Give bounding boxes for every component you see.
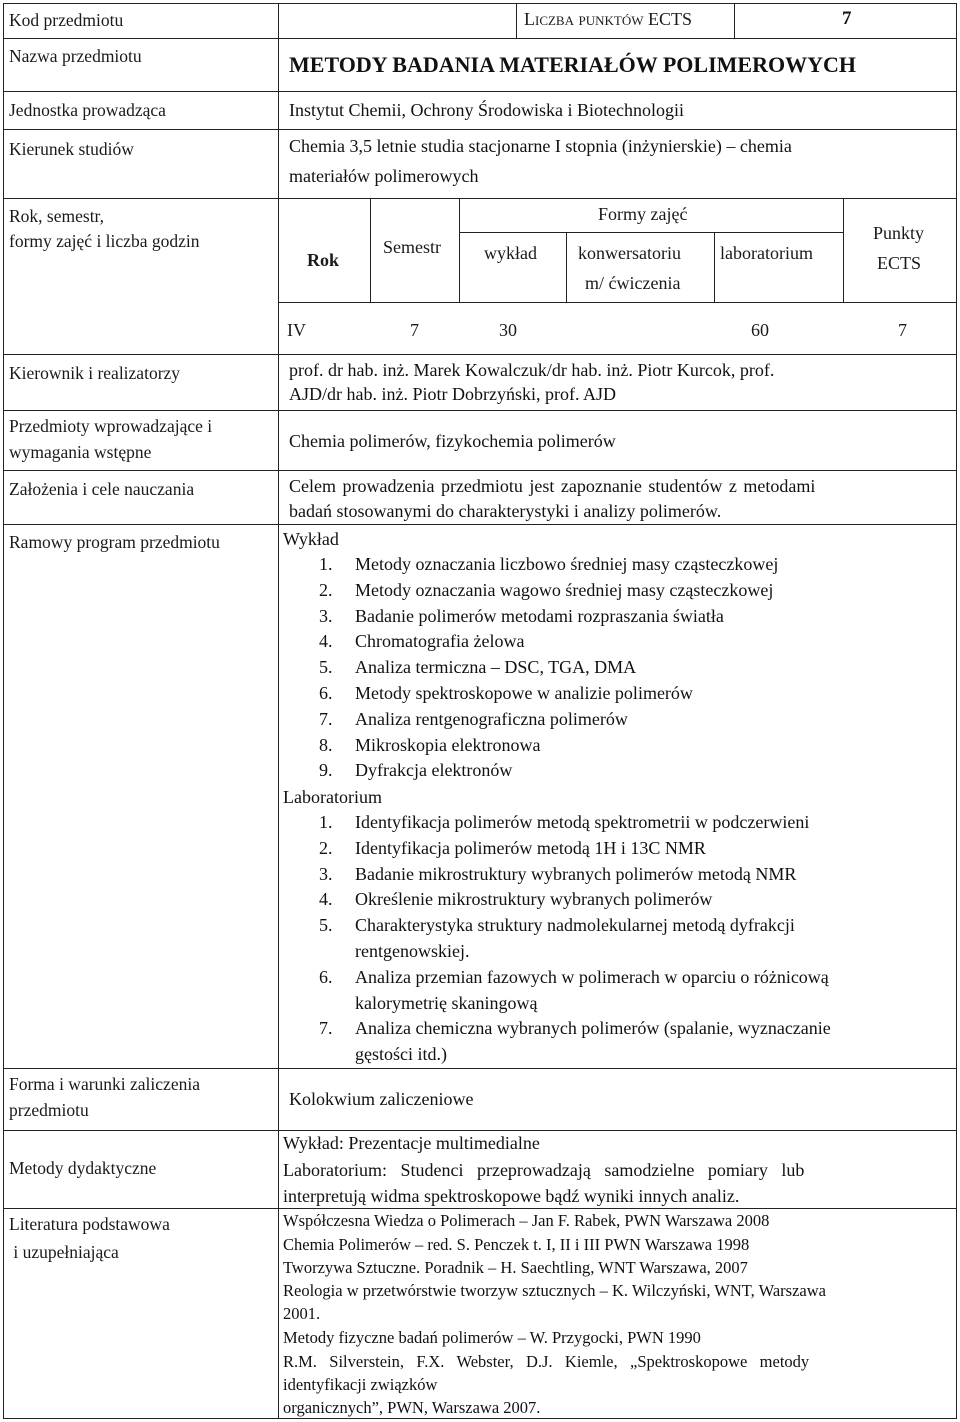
row-semester: 7 (410, 320, 419, 340)
ects-cell-divider-b (734, 3, 735, 38)
schedule-vline (566, 232, 567, 302)
schedule-vline (714, 232, 715, 302)
lab-list (319, 810, 831, 1068)
methods-label: Metody dydaktyczne (9, 1158, 157, 1178)
list-item: 5. Analiza termiczna – DSC, TGA, DMA (319, 657, 637, 678)
row-sep (3, 410, 957, 411)
literature-label-2: i uzupełniająca (9, 1242, 119, 1262)
ects-cell-divider-a (516, 3, 517, 38)
literature-line: 2001. (283, 1304, 321, 1323)
table-border-right (956, 3, 957, 1419)
col-conversation-1: konwersatoriu (578, 243, 681, 263)
literature-line: R.M. Silverstein, F.X. Webster, D.J. Kiemle, „Spektroskopowe metody (283, 1352, 810, 1371)
goals-line-1: Celem prowadzenia przedmiotu jest zapoznanie studentów z metodami (289, 476, 816, 496)
field-label: Kierunek studiów (9, 139, 134, 159)
list-item: 1. Identyfikacja polimerów metodą spektrometrii w podczerwieni (319, 812, 810, 832)
row-sep (3, 354, 957, 355)
row-sep (3, 524, 957, 525)
list-item: 4. Chromatografia żelowa (319, 631, 525, 652)
row-lecture: 30 (499, 320, 517, 340)
list-item: 5. Charakterystyka struktury nadmolekularnej metodą dyfrakcji rentgenowskiej. (319, 915, 795, 961)
col-points-1: Punkty (873, 223, 925, 243)
literature-label-1: Literatura podstawowa (9, 1214, 170, 1234)
row-sep (3, 91, 957, 92)
methods-line-2: Laboratorium: Studenci przeprowadzają samodzielne pomiary lub (283, 1160, 805, 1180)
unit-value: Instytut Chemii, Ochrony Środowiska i Biotechnologii (289, 100, 684, 120)
table-border-left (3, 3, 4, 1419)
course-name: METODY BADANIA MATERIAŁÓW POLIMEROWYCH (289, 52, 856, 77)
course-code-label: Kod przedmiotu (9, 10, 124, 30)
schedule-hline (278, 302, 956, 303)
goals-label: Założenia i cele nauczania (9, 479, 195, 499)
list-item: 9. Dyfrakcja elektronów (319, 760, 513, 781)
prerequisites-value: Chemia polimerów, fizykochemia polimerów (289, 431, 616, 451)
lab-heading: Laboratorium (283, 787, 382, 807)
literature-line: Tworzywa Sztuczne. Poradnik – H. Saechtling, WNT Warszawa, 2007 (283, 1258, 748, 1277)
schedule-label-2: formy zajęć i liczba godzin (9, 231, 200, 251)
field-line-2: materiałów polimerowych (289, 166, 479, 186)
literature-line: Metody fizyczne badań polimerów – W. Przygocki, PWN 1990 (283, 1328, 701, 1347)
lecturers-label: Kierownik i realizatorzy (9, 363, 181, 383)
list-item: 1. Metody oznaczania liczbowo średniej masy cząsteczkowej (319, 554, 779, 574)
column-divider (278, 3, 279, 1419)
schedule-label-1: Rok, semestr, (9, 206, 105, 226)
lecturers-line-1: prof. dr hab. inż. Marek Kowalczuk/dr hab. inż. Piotr Kurcok, prof. (289, 360, 775, 380)
literature-line: identyfikacji związków (283, 1375, 438, 1394)
col-conversation-2: m/ ćwiczenia (585, 273, 681, 293)
list-item: 3. Badanie mikrostruktury wybranych polimerów metodą NMR (319, 863, 797, 884)
row-sep (3, 38, 957, 39)
row-year: IV (287, 320, 306, 340)
row-sep (3, 1068, 957, 1069)
col-semester: Semestr (383, 237, 441, 257)
methods-line-1: Wykład: Prezentacje multimedialne (283, 1133, 540, 1153)
lecture-list (319, 552, 778, 784)
col-year: Rok (307, 250, 340, 270)
row-sep (3, 129, 957, 130)
lecturers-line-2: AJD/dr hab. inż. Piotr Dobrzyński, prof. AJD (289, 384, 616, 404)
literature-line: Współczesna Wiedza o Polimerach – Jan F. Rabek, PWN Warszawa 2008 (283, 1211, 770, 1230)
col-points-2: ECTS (877, 253, 922, 273)
row-sep (3, 198, 957, 199)
assessment-value: Kolokwium zaliczeniowe (289, 1089, 474, 1109)
ects-value: 7 (842, 8, 852, 29)
literature-line: Reologia w przetwórstwie tworzyw sztucznych – K. Wilczyński, WNT, Warszawa (283, 1281, 826, 1300)
list-item: 2. Metody oznaczania wagowo średniej masy cząsteczkowej (319, 579, 774, 600)
assessment-label-2: przedmiotu (9, 1100, 89, 1120)
table-border-bottom (3, 1418, 957, 1419)
goals-line-2: badań stosowanymi do charakterystyki i analizy polimerów. (289, 501, 722, 521)
list-item: 8. Mikroskopia elektronowa (319, 734, 541, 755)
literature-line: Chemia Polimerów – red. S. Penczek t. I, II i III PWN Warszawa 1998 (283, 1235, 750, 1254)
ects-label: Liczba punktów ECTS (524, 9, 692, 29)
prerequisites-label-1: Przedmioty wprowadzające i (9, 416, 213, 436)
assessment-label-1: Forma i warunki zaliczenia (9, 1074, 200, 1094)
list-item: 6. Analiza przemian fazowych w polimerach w oparciu o różnicową kalorymetrię skaningową (319, 966, 829, 1013)
row-lab: 60 (751, 320, 769, 340)
list-item: 7. Analiza chemiczna wybranych polimerów (spalanie, wyznaczanie gęstości itd.) (319, 1018, 831, 1065)
course-name-label: Nazwa przedmiotu (9, 46, 142, 66)
forms-header: Formy zajęć (598, 204, 688, 224)
prerequisites-label-2: wymagania wstępne (9, 442, 152, 462)
table-border-top (3, 3, 957, 4)
schedule-vline (459, 198, 460, 302)
schedule-hline (459, 232, 843, 233)
field-line-1: Chemia 3,5 letnie studia stacjonarne I stopnia (inżynierskie) – chemia (289, 136, 792, 156)
col-lab: laboratorium (720, 243, 813, 263)
methods-line-3: interpretują widma spektroskopowe bądź wyniki innych analiz. (283, 1186, 740, 1206)
list-item: 2. Identyfikacja polimerów metodą 1H i 13C NMR (319, 837, 706, 858)
list-item: 7. Analiza rentgenograficzna polimerów (319, 708, 628, 729)
program-label: Ramowy program przedmiotu (9, 532, 220, 552)
unit-label: Jednostka prowadząca (9, 100, 166, 120)
schedule-vline (370, 198, 371, 302)
schedule-vline (843, 198, 844, 302)
list-item: 3. Badanie polimerów metodami rozpraszania światła (319, 605, 724, 626)
lecture-heading: Wykład (283, 529, 339, 549)
row-points: 7 (898, 320, 907, 340)
list-item: 6. Metody spektroskopowe w analizie polimerów (319, 682, 693, 703)
literature-line: organicznych”, PWN, Warszawa 2007. (283, 1398, 541, 1417)
col-lecture: wykład (484, 243, 537, 263)
list-item: 4. Określenie mikrostruktury wybranych polimerów (319, 889, 713, 910)
row-sep (3, 470, 957, 471)
